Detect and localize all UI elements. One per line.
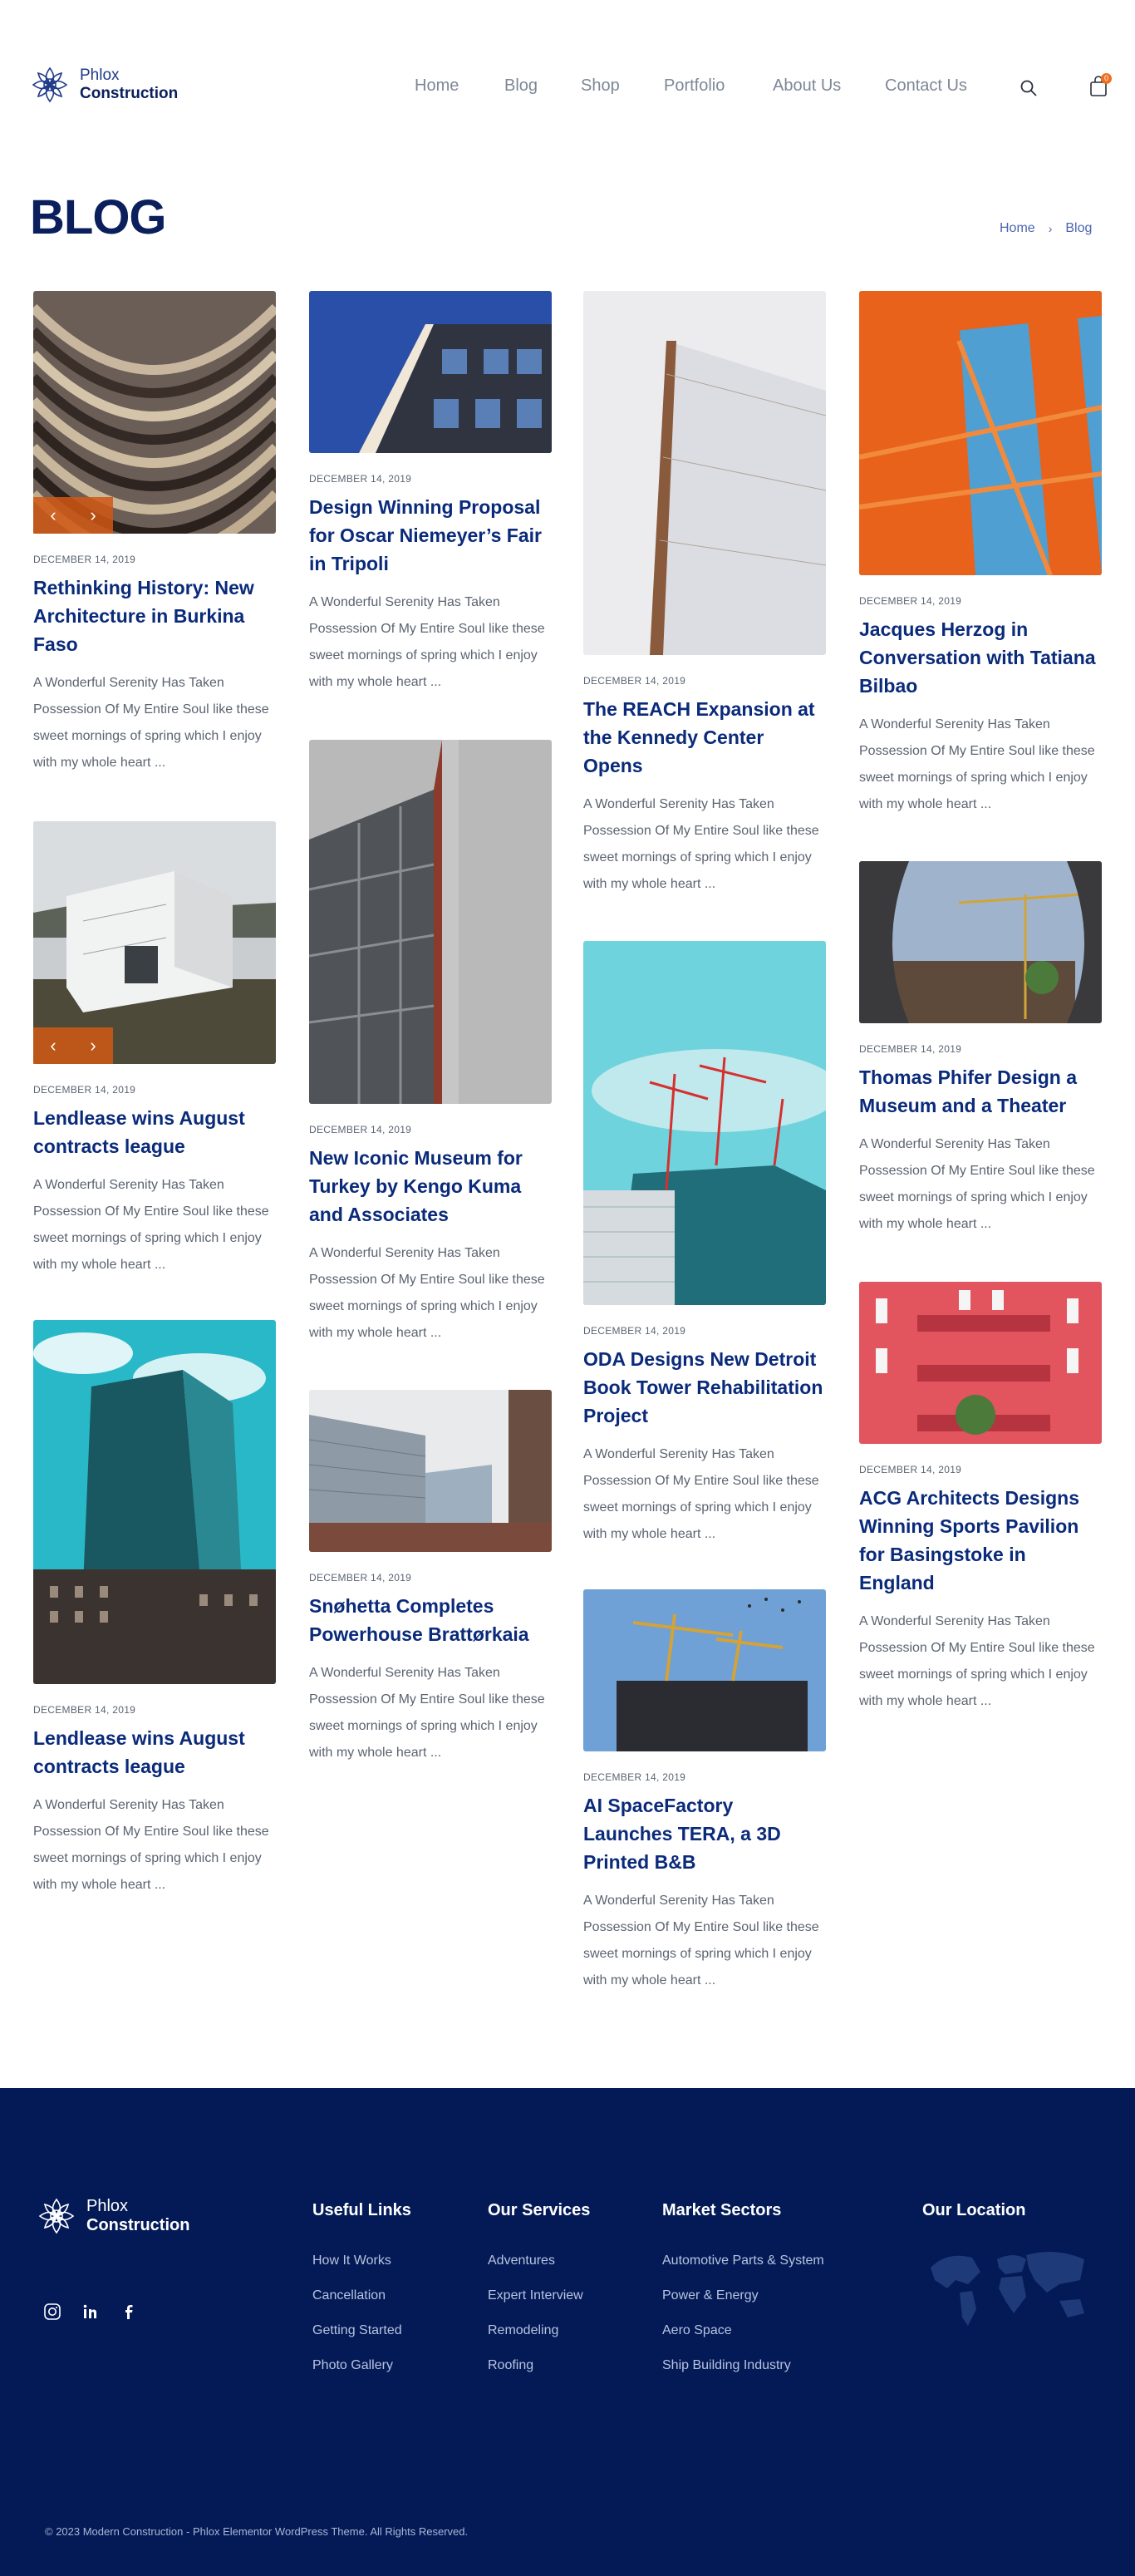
footer-heading: Our Location (922, 2201, 1026, 2219)
footer-logo-text-top: Phlox (86, 2197, 129, 2215)
post-title[interactable]: Rethinking History: New Architecture in Burkina Faso (33, 577, 254, 656)
post-title[interactable]: Snøhetta Completes Powerhouse Brattørkaia (309, 1595, 529, 1646)
blog-post (583, 941, 826, 1548)
post-image[interactable] (33, 1320, 276, 1684)
post-date: DECEMBER 14, 2019 (859, 595, 962, 607)
post-excerpt: A Wonderful Serenity Has Taken Possession Of My Entire Soul like these sweet mornings of spring which I enjoy with my whole heart ... (859, 717, 1095, 812)
footer-useful-links (312, 2201, 411, 2393)
post-title[interactable]: AI SpaceFactory Launches TERA, a 3D Printed B&B (583, 1795, 781, 1874)
blog-post (859, 291, 1102, 818)
post-excerpt: A Wonderful Serenity Has Taken Possession Of My Entire Soul like these sweet mornings of spring which I enjoy with my whole heart ... (33, 1798, 269, 1893)
footer-link[interactable]: Cancellation (312, 2288, 386, 2303)
site-footer (0, 2088, 1135, 2576)
post-title[interactable]: Lendlease wins August contracts league (33, 1727, 245, 1778)
nav-about-us[interactable]: About Us (773, 76, 842, 95)
blog-post (309, 740, 552, 1347)
social-links (43, 2303, 138, 2321)
post-excerpt: A Wonderful Serenity Has Taken Possession Of My Entire Soul like these sweet mornings of spring which I enjoy with my whole heart ... (583, 797, 819, 892)
post-image[interactable] (583, 1589, 826, 1751)
footer-location (922, 2201, 1025, 2220)
post-excerpt: A Wonderful Serenity Has Taken Possession Of My Entire Soul like these sweet mornings of spring which I enjoy with my whole heart ... (583, 1894, 819, 1988)
footer-logo-text-bottom: Construction (86, 2216, 190, 2234)
post-excerpt: A Wonderful Serenity Has Taken Possession Of My Entire Soul like these sweet mornings of spring which I enjoy with my whole heart ... (33, 1178, 269, 1273)
search-icon[interactable] (1019, 78, 1039, 98)
post-date: DECEMBER 14, 2019 (33, 1704, 136, 1716)
site-logo[interactable] (30, 65, 178, 105)
post-image[interactable] (309, 740, 552, 1104)
world-map-icon (922, 2243, 1097, 2334)
chevron-right-icon[interactable]: › (90, 505, 96, 525)
lotus-logo-icon (37, 2196, 76, 2236)
copyright-text: © 2023 Modern Construction - Phlox Elementor WordPress Theme. All Rights Reserved. (45, 2525, 469, 2538)
footer-link[interactable]: Automotive Parts & System (662, 2253, 824, 2268)
facebook-icon[interactable] (120, 2303, 138, 2321)
post-excerpt: A Wonderful Serenity Has Taken Possession Of My Entire Soul like these sweet mornings of spring which I enjoy with my whole heart ... (859, 1137, 1095, 1232)
post-excerpt: A Wonderful Serenity Has Taken Possession Of My Entire Soul like these sweet mornings of spring which I enjoy with my whole heart ... (33, 676, 269, 771)
page-title: BLOG (30, 190, 166, 244)
footer-heading: Market Sectors (662, 2201, 782, 2219)
post-title[interactable]: The REACH Expansion at the Kennedy Center Opens (583, 698, 815, 777)
post-date: DECEMBER 14, 2019 (859, 1043, 962, 1055)
post-excerpt: A Wonderful Serenity Has Taken Possession Of My Entire Soul like these sweet mornings of spring which I enjoy with my whole heart ... (309, 595, 545, 690)
footer-link[interactable]: Expert Interview (488, 2288, 583, 2303)
footer-heading: Useful Links (312, 2201, 411, 2219)
lotus-logo-icon (30, 65, 70, 105)
post-image[interactable] (583, 941, 826, 1305)
blog-post (309, 1390, 552, 1766)
breadcrumb-current: Blog (1065, 221, 1093, 235)
breadcrumb-home[interactable]: Home (1000, 221, 1035, 235)
site-header (0, 0, 1135, 244)
post-title[interactable]: ODA Designs New Detroit Book Tower Rehabilitation Project (583, 1348, 823, 1427)
nav-contact-us[interactable]: Contact Us (885, 76, 967, 95)
post-title[interactable]: Thomas Phifer Design a Museum and a Theater (859, 1066, 1078, 1117)
post-date: DECEMBER 14, 2019 (859, 1464, 962, 1475)
blog-post (583, 1589, 826, 1994)
logo-text-bottom: Construction (80, 85, 179, 102)
post-image[interactable] (859, 1282, 1102, 1444)
post-date: DECEMBER 14, 2019 (583, 1771, 686, 1783)
blog-post (583, 291, 826, 898)
chevron-left-icon[interactable]: ‹ (50, 505, 57, 525)
nav-blog[interactable]: Blog (504, 76, 538, 95)
post-date: DECEMBER 14, 2019 (309, 1124, 412, 1135)
post-title[interactable]: Lendlease wins August contracts league (33, 1107, 245, 1158)
breadcrumb (1000, 221, 1092, 236)
post-excerpt: A Wonderful Serenity Has Taken Possession Of My Entire Soul like these sweet mornings of spring which I enjoy with my whole heart ... (309, 1666, 545, 1761)
linkedin-icon[interactable] (81, 2303, 100, 2321)
post-excerpt: A Wonderful Serenity Has Taken Possession Of My Entire Soul like these sweet mornings of spring which I enjoy with my whole heart ... (583, 1447, 819, 1542)
post-image[interactable] (859, 291, 1102, 575)
nav-portfolio[interactable]: Portfolio (664, 76, 725, 95)
footer-link[interactable]: Remodeling (488, 2323, 559, 2337)
post-date: DECEMBER 14, 2019 (583, 675, 686, 687)
image-slider-nav[interactable] (33, 1027, 113, 1064)
post-date: DECEMBER 14, 2019 (33, 1084, 136, 1096)
post-title[interactable]: Jacques Herzog in Conversation with Tatiana Bilbao (859, 618, 1096, 697)
instagram-icon[interactable] (43, 2303, 61, 2321)
post-title[interactable]: ACG Architects Designs Winning Sports Pavilion for Basingstoke in England (859, 1487, 1079, 1594)
blog-post (309, 291, 552, 696)
cart-count-badge: 0 (1101, 73, 1112, 84)
footer-logo[interactable] (37, 2196, 189, 2236)
post-date: DECEMBER 14, 2019 (309, 1572, 412, 1584)
post-title[interactable]: Design Winning Proposal for Oscar Niemeyer’s Fair in Tripoli (309, 496, 542, 575)
footer-link[interactable]: Getting Started (312, 2323, 402, 2337)
post-title[interactable]: New Iconic Museum for Turkey by Kengo Kuma and Associates (309, 1147, 523, 1226)
footer-link[interactable]: Aero Space (662, 2323, 732, 2337)
footer-market-sectors (662, 2201, 824, 2393)
post-image[interactable] (859, 861, 1102, 1023)
chevron-right-icon: › (1048, 222, 1053, 235)
blog-post (33, 1320, 276, 1899)
footer-heading: Our Services (488, 2201, 591, 2219)
chevron-right-icon[interactable]: › (90, 1035, 96, 1056)
blog-post (859, 1282, 1102, 1715)
post-image[interactable] (309, 291, 552, 453)
nav-home[interactable]: Home (415, 76, 459, 95)
blog-post (859, 861, 1102, 1238)
blog-post (33, 291, 276, 776)
post-date: DECEMBER 14, 2019 (309, 473, 412, 485)
footer-link[interactable]: Adventures (488, 2253, 555, 2268)
post-image[interactable] (309, 1390, 552, 1552)
post-excerpt: A Wonderful Serenity Has Taken Possession Of My Entire Soul like these sweet mornings of spring which I enjoy with my whole heart ... (859, 1614, 1095, 1709)
footer-link[interactable]: How It Works (312, 2253, 391, 2268)
image-slider-nav[interactable] (33, 497, 113, 534)
chevron-left-icon[interactable]: ‹ (50, 1035, 57, 1056)
post-excerpt: A Wonderful Serenity Has Taken Possession Of My Entire Soul like these sweet mornings of spring which I enjoy with my whole heart ... (309, 1246, 545, 1341)
footer-link[interactable]: Photo Gallery (312, 2358, 393, 2372)
footer-services (488, 2201, 590, 2393)
footer-link[interactable]: Power & Energy (662, 2288, 759, 2303)
blog-post (33, 821, 276, 1278)
post-date: DECEMBER 14, 2019 (33, 554, 136, 565)
logo-text-top: Phlox (80, 66, 120, 85)
post-date: DECEMBER 14, 2019 (583, 1325, 686, 1337)
footer-link[interactable]: Ship Building Industry (662, 2358, 791, 2372)
post-image[interactable] (583, 291, 826, 655)
footer-link[interactable]: Roofing (488, 2358, 534, 2372)
nav-shop[interactable]: Shop (581, 76, 620, 95)
